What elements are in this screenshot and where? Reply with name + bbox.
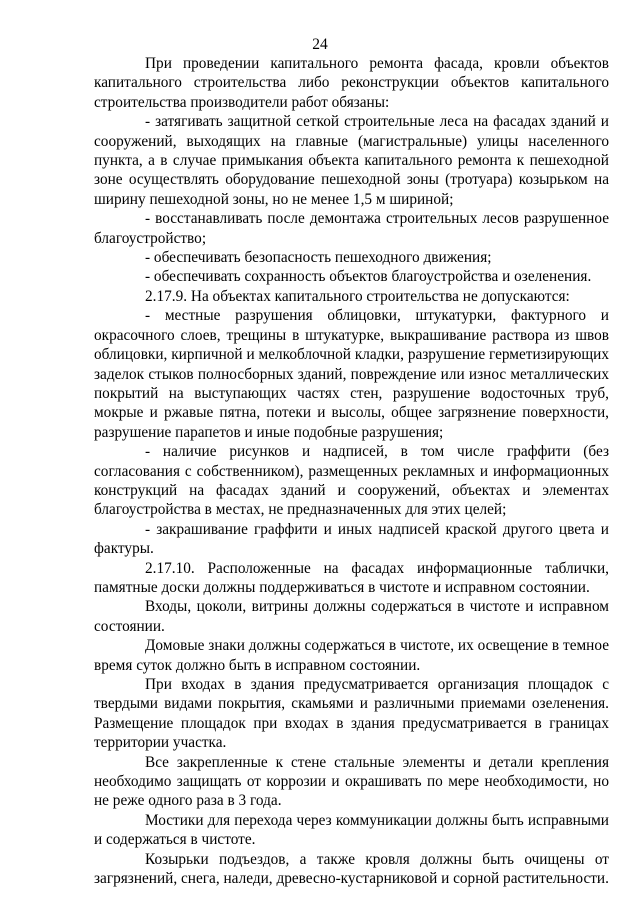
list-item-local-destruction: - местные разрушения облицовки, штукатурки, фактурного и окрасочного слоев, трещины в штукатурке, выкрашивание раствора из швов облицовки, кирпичной и мелкоблочной кладки, разрушение герметизирующих заделок стыков полносборных зданий, повреждение или износ металлических покрытий на выступающих частях стен, разрушение водосточных труб, мокрые и ржавые пятна, потеки и высолы, общее загрязнение поверхности, разрушение парапетов и иные подобные разрушения; [94,307,609,441]
paragraph-entrances: Входы, цоколи, витрины должны содержаться в чистоте и исправном состоянии. [94,598,609,635]
list-item-painting-over: - закрашивание граффити и иных надписей краской другого цвета и фактуры. [94,520,609,558]
list-item-safety-net: - затягивать защитной сеткой строительные леса на фасадах зданий и сооружений, выходящих на главные (магистральные) улицы населенного пункта, а в случае примыкания объекта капитального ремонта к пешеходной зоне осуществлять оборудование пешеходной зоны (тротуара) козырьком на ширину пешеходной зоны, но не менее 1,5 м шириной; [94,113,609,208]
document-body [94,54,609,888]
paragraph-entrance-areas: При входах в здания предусматривается организация площадок с твердыми видами покрытия, скамьями и различными приемами озеленения. Размещение площадок при входах в здания предусматривается в границах территории участка. [94,676,609,752]
list-item-restore-landscaping: - восстанавливать после демонтажа строительных лесов разрушенное благоустройство; [94,210,609,247]
paragraph-steel-elements: Все закрепленные к стене стальные элементы и детали крепления необходимо защищать от коррозии и окрашивать по мере необходимости, но не реже одного раза в 3 года. [94,753,609,810]
list-item-pedestrian-safety: - обеспечивать безопасность пешеходного движения; [145,249,492,267]
section-2-17-10: 2.17.10. Расположенные на фасадах информационные таблички, памятные доски должны поддерживаться в чистоте и исправном состоянии. [94,559,609,596]
list-item-graffiti: - наличие рисунков и надписей, в том числе граффити (без согласования с собственником), размещенных рекламных и информационных конструкций на фасадах зданий и сооружений, объектах и элементах благоустройства в местах, не предназначенных для этих целей; [94,443,609,519]
paragraph-house-signs: Домовые знаки должны содержаться в чистоте, их освещение в темное время суток должно быть в исправном состоянии. [94,637,609,674]
paragraph-intro-obligations: При проведении капитального ремонта фасада, кровли объектов капитального строительства либо реконструкции объектов капитального строительства производители работ обязаны: [94,55,609,111]
list-item-preserve-objects: - обеспечивать сохранность объектов благоустройства и озеленения. [145,268,592,286]
paragraph-bridges: Мостики для перехода через коммуникации должны быть исправными и содержаться в чистоте. [94,811,609,849]
paragraph-canopies: Козырьки подъездов, а также кровля должны быть очищены от загрязнений, снега, наледи, древесно-кустарниковой и сорной растительности. [94,850,609,888]
section-2-17-9-heading: 2.17.9. На объектах капитального строительства не допускаются: [145,287,570,305]
page-number: 24 [312,36,328,53]
